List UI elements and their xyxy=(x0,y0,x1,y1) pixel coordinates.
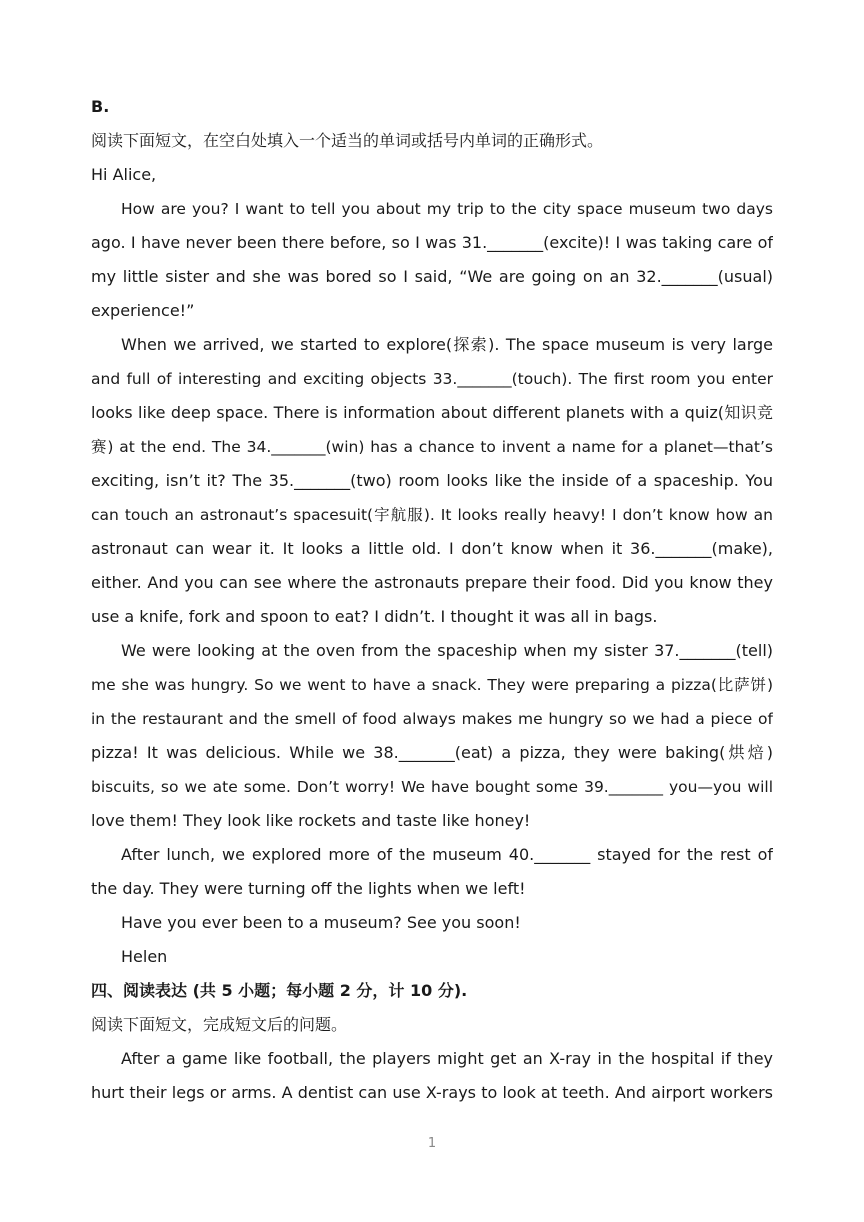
letter-line: can touch an astronaut’s spacesuit(宇航服). It looks really heavy! I don’t know how an xyxy=(91,506,773,524)
section-4-line: After a game like football, the players might get an X-ray in the hospital if they xyxy=(121,1049,773,1068)
page-number: 1 xyxy=(427,1136,437,1151)
section-b-instruction: 阅读下面短文，在空白处填入一个适当的单词或括号内单词的正确形式。 xyxy=(91,131,604,150)
section-b-heading: B. xyxy=(91,97,110,116)
letter-line: looks like deep space. There is information about different planets with a quiz(知识竞 xyxy=(91,403,773,422)
letter-line: After lunch, we explored more of the museum 40._______ stayed for the rest of xyxy=(121,845,773,864)
letter-line: either. And you can see where the astronauts prepare their food. Did you know they xyxy=(91,573,773,592)
letter-line: the day. They were turning off the lights when we left! xyxy=(91,879,526,898)
letter-line: use a knife, fork and spoon to eat? I didn’t. I thought it was all in bags. xyxy=(91,607,658,626)
letter-line: ago. I have never been there before, so I was 31._______(excite)! I was taking care of xyxy=(91,233,773,252)
letter-line: We were looking at the oven from the spaceship when my sister 37._______(tell) xyxy=(121,641,773,660)
letter-line: me she was hungry. So we went to have a snack. They were preparing a pizza(比萨饼) xyxy=(91,676,773,694)
letter-line: my little sister and she was bored so I said, “We are going on an 32._______(usual) xyxy=(91,267,773,286)
letter-line: and full of interesting and exciting objects 33._______(touch). The first room you enter xyxy=(91,370,773,388)
section-4-line: hurt their legs or arms. A dentist can use X-rays to look at teeth. And airport workers xyxy=(91,1083,773,1102)
letter-line: love them! They look like rockets and taste like honey! xyxy=(91,811,531,830)
letter-line: How are you? I want to tell you about my trip to the city space museum two days xyxy=(121,200,773,218)
letter-line: Have you ever been to a museum? See you soon! xyxy=(121,913,521,932)
letter-line: experience!” xyxy=(91,301,195,320)
letter-line: When we arrived, we started to explore(探索). The space museum is very large xyxy=(121,335,773,354)
letter-signature: Helen xyxy=(121,947,168,966)
letter-line: exciting, isn’t it? The 35._______(two) room looks like the inside of a spaceship. You xyxy=(91,471,773,490)
letter-line: pizza! It was delicious. While we 38._______(eat) a pizza, they were baking(烘焙) xyxy=(91,743,773,762)
letter-line: biscuits, so we ate some. Don’t worry! We have bought some 39._______ you—you will xyxy=(91,778,773,796)
letter-line: 赛) at the end. The 34._______(win) has a chance to invent a name for a planet—that’s xyxy=(91,438,773,456)
section-4-instruction: 阅读下面短文，完成短文后的问题。 xyxy=(91,1015,348,1034)
letter-line: in the restaurant and the smell of food always makes me hungry so we had a piece of xyxy=(91,710,773,728)
letter-greeting: Hi Alice, xyxy=(91,165,157,184)
section-4-heading: 四、阅读表达 (共 5 小题；每小题 2 分，计 10 分). xyxy=(91,981,468,1000)
letter-line: astronaut can wear it. It looks a little old. I don’t know when it 36._______(make), xyxy=(91,539,773,558)
